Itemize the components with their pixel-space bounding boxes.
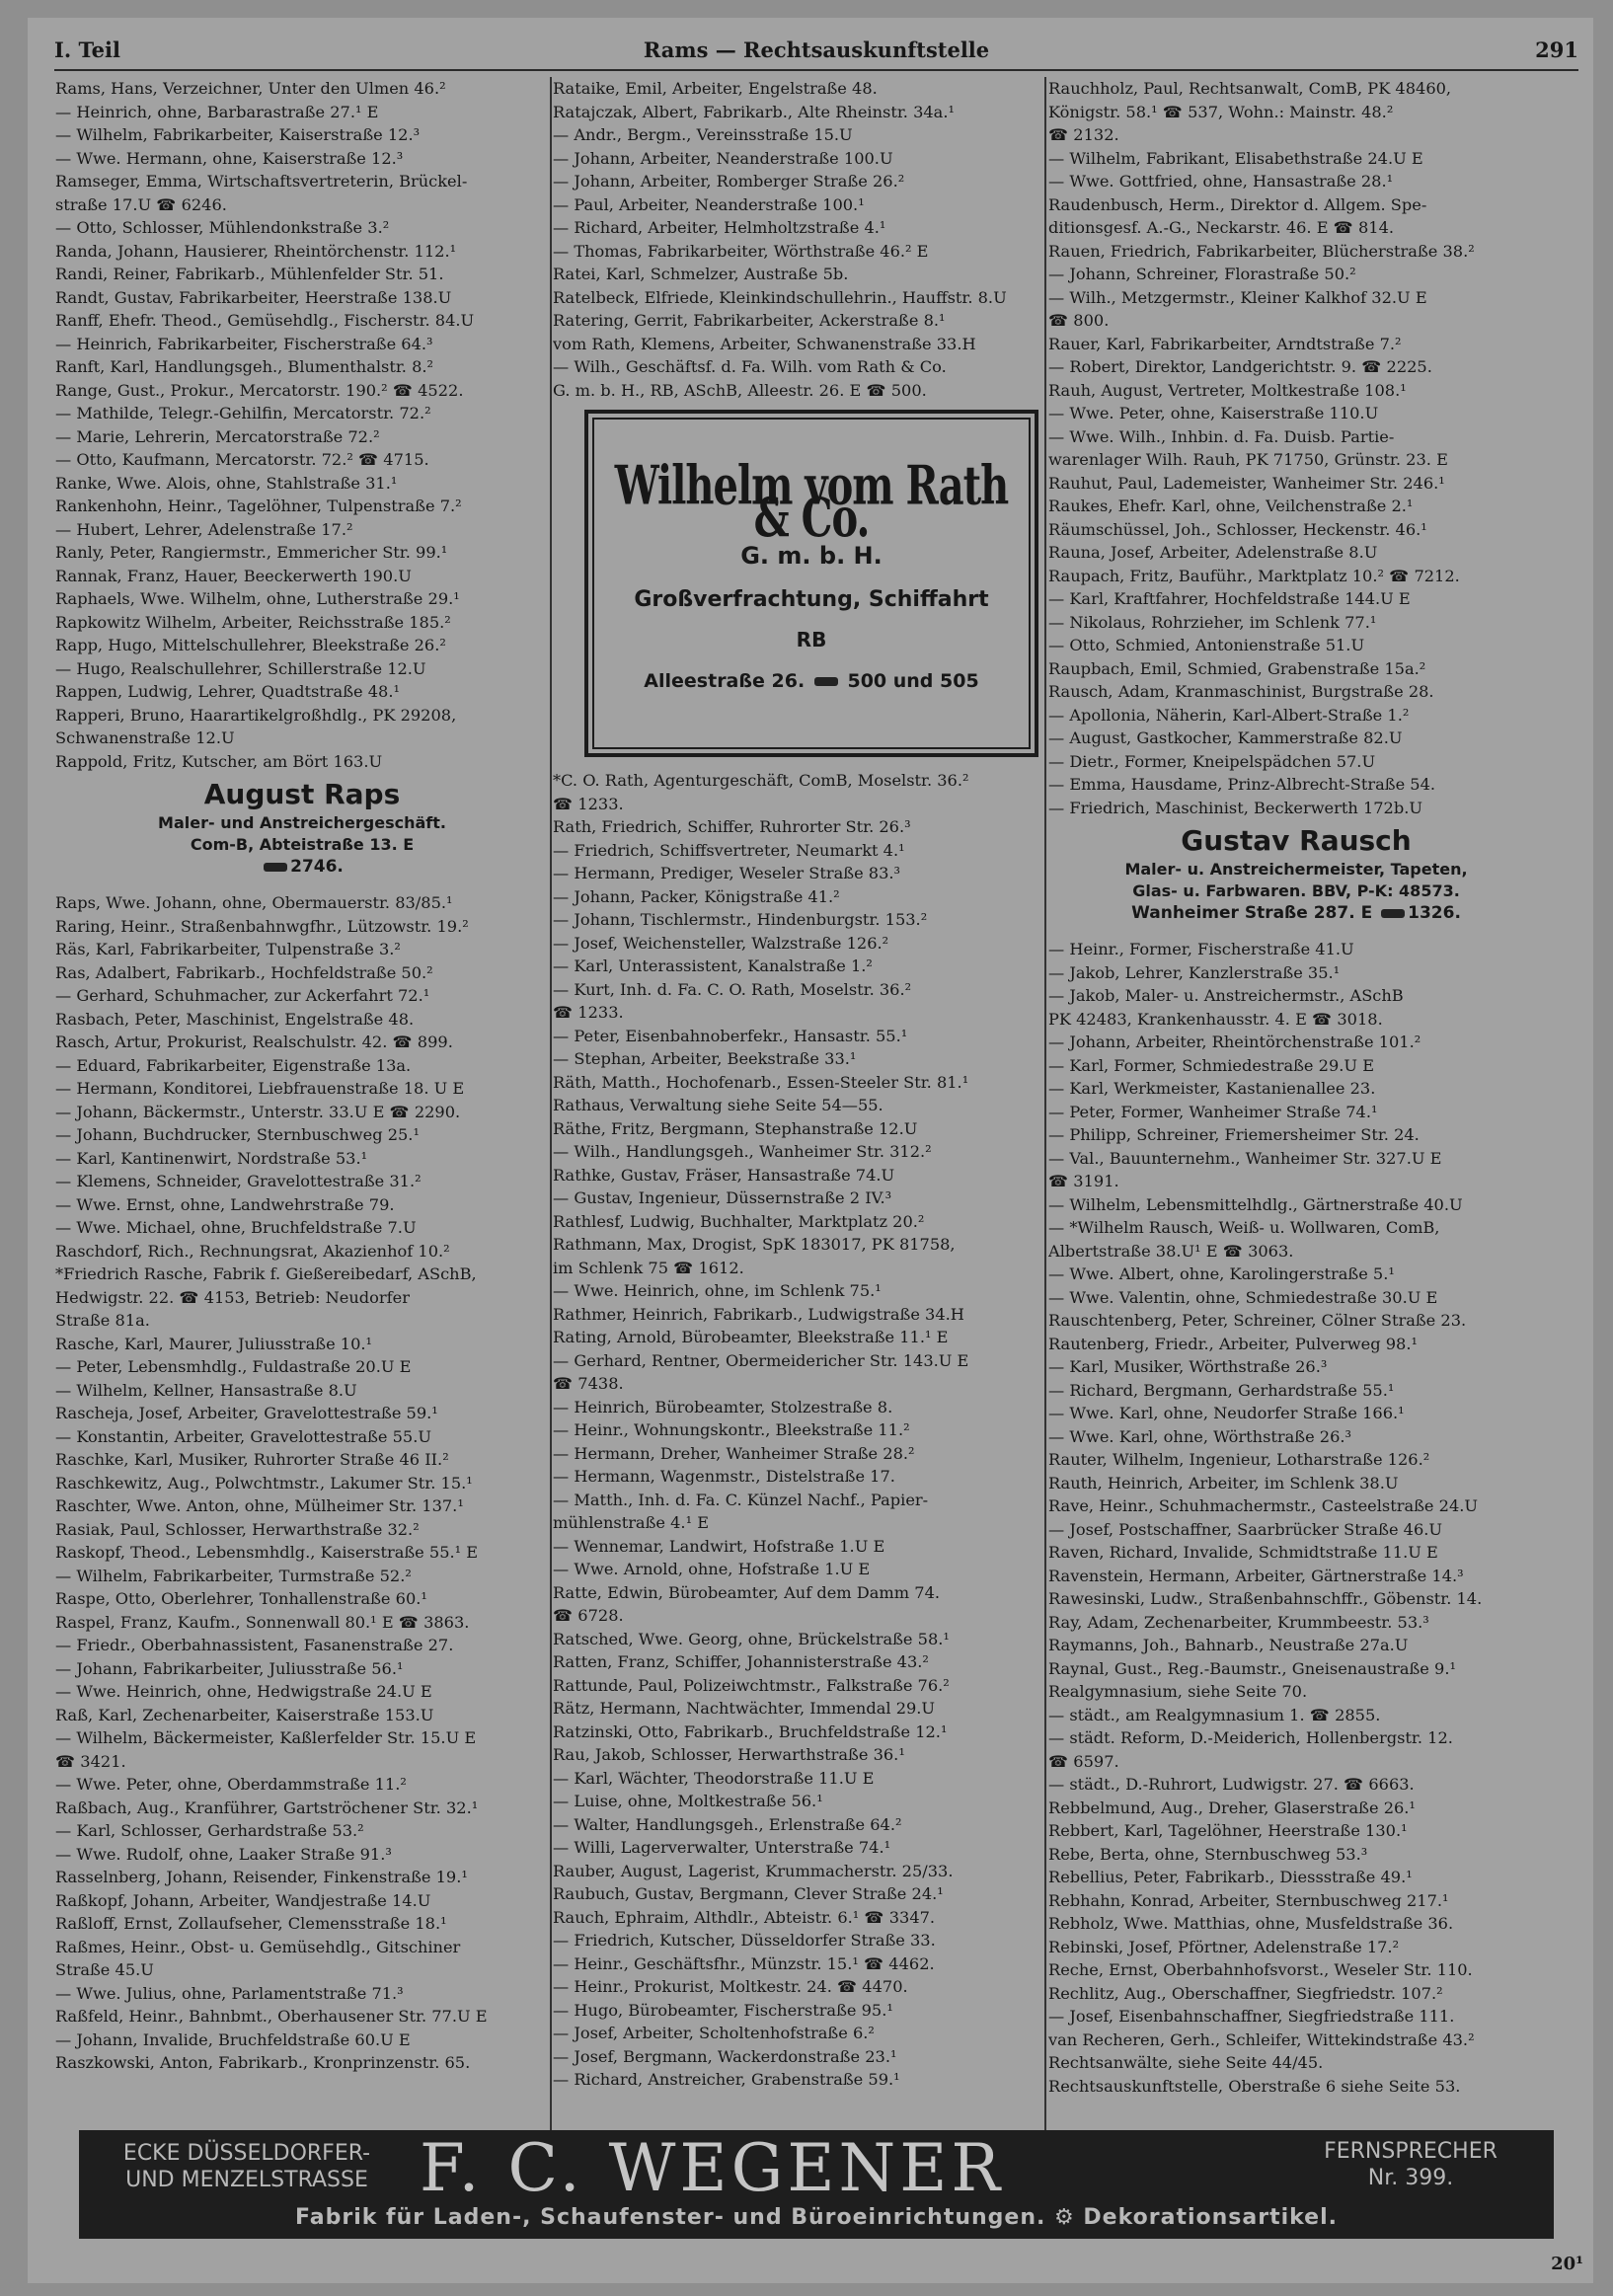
- directory-entry: — Karl, Musiker, Wörthstraße 26.³: [1048, 1357, 1328, 1376]
- entry-list: [55, 77, 549, 773]
- directory-entry: Raupach, Fritz, Bauführ., Marktplatz 10.² ☎ 7212.: [1048, 566, 1460, 585]
- directory-entry: Rasche, Karl, Maurer, Juliusstraße 10.¹: [55, 1334, 373, 1353]
- directory-entry: — Otto, Schlosser, Mühlendonkstraße 3.²: [55, 218, 390, 237]
- directory-entry: — Karl, Schlosser, Gerhardstraße 53.²: [55, 1821, 364, 1840]
- directory-entry: — Mathilde, Telegr.-Gehilfin, Mercatorstr. 72.²: [55, 404, 431, 422]
- directory-entry: Rebinski, Josef, Pförtner, Adelenstraße 17.²: [1048, 1937, 1400, 1956]
- directory-entry: Rapp, Hugo, Mittelschullehrer, Bleekstraße 26.²: [55, 636, 446, 654]
- directory-entry: Randi, Reiner, Fabrikarb., Mühlenfelder Str. 51.: [55, 265, 444, 283]
- directory-entry: Raupbach, Emil, Schmied, Grabenstraße 15a.²: [1048, 658, 1426, 678]
- footer-address-line: ECKE DÜSSELDORFER-: [122, 2141, 371, 2166]
- directory-entry: Rathlesf, Ludwig, Buchhalter, Marktplatz 20.²: [553, 1211, 925, 1231]
- directory-entry: — Josef, Weichensteller, Walzstraße 126.²: [553, 933, 889, 953]
- directory-entry: ☎ 800.: [1048, 311, 1110, 330]
- directory-entry: Raß, Karl, Zechenarbeiter, Kaiserstraße 153.U: [55, 1705, 434, 1724]
- directory-entry: Raßloff, Ernst, Zollaufseher, Clemensstraße 18.¹: [55, 1914, 447, 1933]
- footer-tagline: Fabrik für Laden-, Schaufenster- und Büroeinrichtungen. ⚙ Dekorationsartikel.: [295, 2205, 1338, 2230]
- directory-entry: — Hubert, Lehrer, Adelenstraße 17.²: [55, 519, 353, 539]
- directory-entry: Rauna, Josef, Arbeiter, Adelenstraße 8.U: [1048, 543, 1378, 562]
- ad-gustav-rausch: [1048, 823, 1544, 924]
- directory-entry: — städt., am Realgymnasium 1. ☎ 2855.: [1048, 1705, 1381, 1724]
- directory-entry: — Karl, Kantinenwirt, Nordstraße 53.¹: [55, 1148, 368, 1168]
- directory-entry: *C. O. Rath, Agenturgeschäft, ComB, Moselstr. 36.²: [553, 771, 969, 790]
- directory-entry: — Dietr., Former, Kneipelspädchen 57.U: [1048, 751, 1376, 771]
- directory-entry: Range, Gust., Prokur., Mercatorstr. 190.² ☎ 4522.: [55, 380, 464, 400]
- directory-entry: Ranke, Wwe. Alois, ohne, Stahlstraße 31.¹: [55, 473, 398, 493]
- directory-entry: — Wennemar, Landwirt, Hofstraße 1.U E: [553, 1536, 885, 1556]
- directory-entry: Rausch, Adam, Kranmaschinist, Burgstraße 28.: [1048, 682, 1434, 701]
- directory-entry: Ranft, Karl, Handlungsgeh., Blumenthalstr. 8.²: [55, 357, 434, 376]
- directory-entry: — Karl, Wächter, Theodorstraße 11.U E: [553, 1768, 875, 1788]
- ad-name: August Raps: [203, 778, 401, 810]
- ad-phone-number: 2746.: [290, 857, 344, 877]
- directory-entry: G. m. b. H., RB, ASchB, Alleestr. 26. E ☎ 500.: [553, 380, 927, 400]
- directory-entry: — Friedr., Oberbahnassistent, Fasanenstraße 27.: [55, 1636, 454, 1654]
- directory-entry: Rawesinski, Ludw., Straßenbahnschffr., Göbenstr. 14.: [1048, 1589, 1483, 1608]
- printer-signature: 20¹: [1551, 2254, 1583, 2274]
- directory-entry: — Josef, Bergmann, Wackerdonstraße 23.¹: [553, 2046, 897, 2066]
- column-right: [1048, 77, 1544, 2130]
- directory-entry: — Stephan, Arbeiter, Beekstraße 33.¹: [553, 1049, 857, 1068]
- footer-phone-label: FERNSPRECHER: [1324, 2139, 1498, 2164]
- entry-list: [1048, 938, 1544, 2098]
- directory-entry: Rechlitz, Aug., Oberschaffner, Siegfriedstr. 107.²: [1048, 1983, 1443, 2003]
- directory-entry: Rebellius, Peter, Fabrikarb., Diessstraße 49.¹: [1048, 1868, 1413, 1886]
- ad-address: Alleestraße 26.: [644, 669, 806, 692]
- directory-entry: — Peter, Eisenbahnoberfekr., Hansastr. 55.¹: [553, 1026, 908, 1045]
- directory-entry: — Hermann, Wagenmstr., Distelstraße 17.: [553, 1467, 895, 1486]
- directory-entry: — Friedrich, Maschinist, Beckerwerth 172b.U: [1048, 798, 1422, 817]
- directory-entry: — Heinr., Former, Fischerstraße 41.U: [1048, 940, 1354, 958]
- directory-entry: Rathmer, Heinrich, Fabrikarb., Ludwigstraße 34.H: [553, 1304, 964, 1324]
- ad-phone: [55, 856, 549, 878]
- directory-entry: ditionsgesf. A.-G., Neckarstr. 46. E ☎ 814.: [1048, 218, 1395, 237]
- directory-entry: Rasselnberg, Johann, Reisender, Finkenstraße 19.¹: [55, 1868, 468, 1886]
- directory-entry: Rauh, August, Vertreter, Moltkestraße 108.¹: [1048, 380, 1407, 400]
- directory-entry: — August, Gastkocher, Kammerstraße 82.U: [1048, 728, 1403, 747]
- directory-entry: Rathaus, Verwaltung siehe Seite 54—55.: [553, 1096, 883, 1114]
- directory-entry: Raubuch, Gustav, Bergmann, Clever Straße 24.¹: [553, 1884, 944, 1903]
- directory-entry: Ratering, Gerrit, Fabrikarbeiter, Ackerstraße 8.¹: [553, 311, 946, 330]
- directory-entry: Ranly, Peter, Rangiermstr., Emmericher Str. 99.¹: [55, 543, 448, 562]
- directory-entry: Rasbach, Peter, Maschinist, Engelstraße 48.: [55, 1009, 415, 1029]
- directory-entry: — Wwe. Peter, ohne, Oberdammstraße 11.²: [55, 1775, 407, 1794]
- directory-entry: Randa, Johann, Hausierer, Rheintörchenstr. 112.¹: [55, 241, 457, 261]
- directory-entry: — Karl, Werkmeister, Kastanienallee 23.: [1048, 1079, 1376, 1098]
- directory-entry: — Paul, Arbeiter, Neanderstraße 100.¹: [553, 194, 865, 214]
- directory-entry: — Andr., Bergm., Vereinsstraße 15.U: [553, 125, 853, 144]
- telephone-icon: [264, 863, 287, 872]
- directory-entry: — Johann, Fabrikarbeiter, Juliusstraße 56.¹: [55, 1658, 404, 1678]
- directory-entry: Rauber, August, Lagerist, Krummacherstr. 25/33.: [553, 1861, 954, 1880]
- directory-entry: — Peter, Lebensmhdlg., Fuldastraße 20.U E: [55, 1357, 412, 1376]
- directory-entry: Ratten, Franz, Schiffer, Johannisterstraße 43.²: [553, 1652, 929, 1671]
- directory-entry: Räth, Matth., Hochofenarb., Essen-Steeler Str. 81.¹: [553, 1072, 969, 1092]
- directory-entry: — Walter, Handlungsgeh., Erlenstraße 64.²: [553, 1814, 902, 1834]
- directory-entry: — Val., Bauunternehm., Wanheimer Str. 327.U E: [1048, 1148, 1442, 1168]
- directory-entry: Raskopf, Theod., Lebensmhdlg., Kaiserstraße 55.¹ E: [55, 1543, 479, 1562]
- directory-entry: Raszkowski, Anton, Fabrikarb., Kronprinzenstr. 65.: [55, 2053, 471, 2072]
- directory-entry: Rankenhohn, Heinr., Tagelöhner, Tulpenstraße 7.²: [55, 497, 462, 515]
- directory-entry: vom Rath, Klemens, Arbeiter, Schwanenstraße 33.H: [553, 334, 976, 353]
- directory-entry: Rath, Friedrich, Schiffer, Ruhrorter Str. 26.³: [553, 817, 911, 836]
- directory-entry: — Wilhelm, Fabrikarbeiter, Kaiserstraße 12.³: [55, 125, 421, 144]
- directory-entry: — Philipp, Schreiner, Friemersheimer Str. 24.: [1048, 1125, 1420, 1144]
- directory-entry: Raphaels, Wwe. Wilhelm, ohne, Lutherstraße 29.¹: [55, 589, 460, 608]
- directory-entry: Randt, Gustav, Fabrikarbeiter, Heerstraße 138.U: [55, 287, 452, 307]
- directory-entry: — Hugo, Bürobeamter, Fischerstraße 95.¹: [553, 2000, 893, 2020]
- directory-entry: — Karl, Kraftfahrer, Hochfeldstraße 144.U E: [1048, 589, 1411, 608]
- directory-entry: — Nikolaus, Rohrzieher, im Schlenk 77.¹: [1048, 612, 1377, 632]
- ad-rb: RB: [796, 628, 827, 651]
- directory-entry: — Matth., Inh. d. Fa. C. Künzel Nachf., Papier-: [553, 1490, 929, 1509]
- directory-entry: — Wwe. Michael, ohne, Bruchfeldstraße 7.U: [55, 1218, 417, 1237]
- directory-entry: — Wilhelm, Lebensmittelhdlg., Gärtnerstraße 40.U: [1048, 1194, 1463, 1214]
- directory-entry: — Eduard, Fabrikarbeiter, Eigenstraße 13a.: [55, 1055, 412, 1075]
- directory-entry: Ratajczak, Albert, Fabrikarb., Alte Rheinstr. 34a.¹: [553, 102, 955, 121]
- directory-entry: — Kurt, Inh. d. Fa. C. O. Rath, Moselstr. 36.²: [553, 979, 912, 999]
- directory-entry: — Friedrich, Kutscher, Düsseldorfer Straße 33.: [553, 1931, 936, 1950]
- directory-entry: Rauhut, Paul, Lademeister, Wanheimer Str. 246.¹: [1048, 473, 1445, 493]
- ad-line: Glas- u. Farbwaren. BBV, P-K: 48573.: [1132, 881, 1460, 900]
- entry-list: [553, 77, 1044, 402]
- directory-entry: — Klemens, Schneider, Gravelottestraße 31.²: [55, 1172, 422, 1190]
- directory-entry: — Hugo, Realschullehrer, Schillerstraße 12.U: [55, 658, 426, 678]
- directory-entry: ☎ 1233.: [553, 794, 624, 813]
- directory-entry: PK 42483, Krankenhausstr. 4. E ☎ 3018.: [1048, 1009, 1383, 1029]
- directory-entry: — Johann, Buchdrucker, Sternbuschweg 25.¹: [55, 1125, 420, 1144]
- directory-entry: Rauer, Karl, Fabrikarbeiter, Arndtstraße 7.²: [1048, 334, 1402, 353]
- directory-entry: Rebbert, Karl, Tagelöhner, Heerstraße 130.¹: [1048, 1821, 1408, 1840]
- directory-entry: Ravenstein, Hermann, Arbeiter, Gärtnerstraße 14.³: [1048, 1566, 1464, 1585]
- directory-entry: — Peter, Former, Wanheimer Straße 74.¹: [1048, 1102, 1378, 1121]
- directory-entry: — Gustav, Ingenieur, Düssernstraße 2 IV.³: [553, 1188, 892, 1207]
- directory-entry: Rattunde, Paul, Polizeiwchtmstr., Falkstraße 76.²: [553, 1675, 950, 1695]
- directory-entry: — Friedrich, Schiffsvertreter, Neumarkt 4.¹: [553, 840, 905, 860]
- column-left: [55, 77, 549, 2130]
- directory-entry: — Robert, Direktor, Landgerichtstr. 9. ☎ 2225.: [1048, 357, 1432, 376]
- entry-list: [1048, 77, 1544, 819]
- ad-line: Com-B, Abteistraße 13. E: [190, 835, 415, 854]
- footer-phone: [1292, 2138, 1529, 2191]
- directory-entry: ☎ 2132.: [1048, 125, 1119, 144]
- directory-entry: — Konstantin, Arbeiter, Gravelottestraße 55.U: [55, 1426, 432, 1446]
- directory-entry: — Wwe. Albert, ohne, Karolingerstraße 5.¹: [1048, 1264, 1395, 1283]
- directory-entry: Rauschtenberg, Peter, Schreiner, Cölner Straße 23.: [1048, 1311, 1467, 1330]
- footer-address-line: UND MENZELSTRASSE: [125, 2168, 368, 2192]
- directory-entry: Rebhahn, Konrad, Arbeiter, Sternbuschweg 217.¹: [1048, 1890, 1449, 1910]
- directory-entry: — Wilh., Metzgermstr., Kleiner Kalkhof 32.U E: [1048, 287, 1427, 307]
- directory-entry: Raynal, Gust., Reg.-Baumstr., Gneisenaustraße 9.¹: [1048, 1658, 1456, 1678]
- directory-entry: Räthe, Fritz, Bergmann, Stephanstraße 12.U: [553, 1118, 918, 1138]
- directory-entry: Ratei, Karl, Schmelzer, Austraße 5b.: [553, 265, 849, 283]
- directory-entry: Rebholz, Wwe. Matthias, ohne, Musfeldstraße 36.: [1048, 1914, 1454, 1933]
- directory-entry: — Johann, Arbeiter, Rheintörchenstraße 101.²: [1048, 1033, 1421, 1051]
- ad-address: Wanheimer Straße 287. E: [1131, 903, 1373, 923]
- directory-entry: Rauen, Friedrich, Fabrikarbeiter, Blücherstraße 38.²: [1048, 241, 1475, 261]
- directory-entry: — Wilh., Handlungsgeh., Wanheimer Str. 312.²: [553, 1142, 932, 1161]
- directory-entry: Ramseger, Emma, Wirtschaftsvertreterin, Brückel-: [55, 172, 468, 191]
- directory-entry: — Wilh., Geschäftsf. d. Fa. Wilh. vom Rath & Co.: [553, 357, 947, 376]
- directory-entry: — Richard, Bergmann, Gerhardstraße 55.¹: [1048, 1380, 1395, 1400]
- footer-advertisement: [79, 2130, 1554, 2239]
- ad-line: Maler- und Anstreichergeschäft.: [158, 813, 446, 832]
- directory-entry: Rave, Heinr., Schuhmachermstr., Casteelstraße 24.U: [1048, 1496, 1479, 1515]
- directory-entry: — Wwe. Karl, ohne, Wörthstraße 26.³: [1048, 1426, 1352, 1446]
- column-rule: [550, 77, 552, 2130]
- directory-entry: Raring, Heinr., Straßenbahnwgfhr., Lützowstr. 19.²: [55, 916, 469, 936]
- directory-entry: Raps, Wwe. Johann, ohne, Obermauerstr. 83/85.¹: [55, 893, 453, 912]
- directory-entry: Rappen, Ludwig, Lehrer, Quadtstraße 48.¹: [55, 682, 400, 701]
- directory-entry: — Johann, Schreiner, Florastraße 50.²: [1048, 265, 1356, 283]
- directory-entry: Rauch, Ephraim, Althdlr., Abteistr. 6.¹ ☎ 3347.: [553, 1907, 936, 1927]
- directory-entry: Rautenberg, Friedr., Arbeiter, Pulverweg 98.¹: [1048, 1334, 1418, 1353]
- directory-entry: — Thomas, Fabrikarbeiter, Wörthstraße 46.² E: [553, 241, 929, 261]
- directory-entry: Raschke, Karl, Musiker, Ruhrorter Straße 46 II.²: [55, 1450, 449, 1469]
- directory-entry: Rathke, Gustav, Fräser, Hansastraße 74.U: [553, 1165, 895, 1185]
- directory-entry: Raßkopf, Johann, Arbeiter, Wandjestraße 14.U: [55, 1890, 431, 1910]
- directory-entry: — Wwe. Heinrich, ohne, im Schlenk 75.¹: [553, 1281, 882, 1300]
- directory-entry: — Josef, Arbeiter, Scholtenhofstraße 6.²: [553, 2024, 875, 2042]
- ad-address-line: [594, 670, 1029, 694]
- part-label: I. Teil: [54, 38, 120, 62]
- directory-entry: — Karl, Unterassistent, Kanalstraße 1.²: [553, 957, 873, 975]
- column-rule: [1044, 77, 1046, 2130]
- directory-entry: — Heinr., Wohnungskontr., Bleekstraße 11.²: [553, 1420, 910, 1439]
- directory-entry: ☎ 3191.: [1048, 1172, 1119, 1190]
- directory-entry: — Richard, Arbeiter, Helmholtzstraße 4.¹: [553, 218, 886, 237]
- directory-entry: — Gerhard, Schuhmacher, zur Ackerfahrt 72.¹: [55, 986, 430, 1005]
- directory-entry: ☎ 7438.: [553, 1374, 624, 1393]
- directory-entry: — Wwe. Ernst, ohne, Landwehrstraße 79.: [55, 1194, 395, 1214]
- directory-entry: — städt. Reform, D.-Meiderich, Hollenbergstr. 12.: [1048, 1728, 1453, 1747]
- ad-phone-number: 1326.: [1408, 903, 1461, 923]
- directory-entry: im Schlenk 75 ☎ 1612.: [553, 1258, 744, 1277]
- directory-entry: Rebbelmund, Aug., Dreher, Glaserstraße 26.¹: [1048, 1798, 1416, 1817]
- directory-entry: — Josef, Eisenbahnschaffner, Siegfriedstraße 111.: [1048, 2007, 1455, 2026]
- directory-entry: — Wwe. Julius, ohne, Parlamentstraße 71.³: [55, 1983, 404, 2003]
- directory-entry: — Hermann, Dreher, Wanheimer Straße 28.²: [553, 1443, 915, 1463]
- directory-entry: — Wwe. Karl, ohne, Neudorfer Straße 166.¹: [1048, 1404, 1405, 1422]
- directory-entry: — Luise, ohne, Moltkestraße 56.¹: [553, 1792, 823, 1810]
- directory-entry: Raudenbusch, Herm., Direktor d. Allgem. Spe-: [1048, 194, 1427, 214]
- directory-entry: Rebe, Berta, ohne, Sternbuschweg 53.³: [1048, 1844, 1368, 1864]
- directory-entry: Raspe, Otto, Oberlehrer, Tonhallenstraße 60.¹: [55, 1589, 427, 1608]
- directory-entry: ☎ 6728.: [553, 1606, 624, 1625]
- directory-entry: Räumschüssel, Joh., Schlosser, Heckenstr. 46.¹: [1048, 519, 1427, 539]
- directory-entry: Ranff, Ehefr. Theod., Gemüsehdlg., Fischerstr. 84.U: [55, 311, 475, 330]
- directory-entry: mühlenstraße 4.¹ E: [553, 1513, 710, 1532]
- directory-entry: Rappold, Fritz, Kutscher, am Bört 163.U: [55, 751, 383, 771]
- directory-entry: warenlager Wilh. Rauh, PK 71750, Grünstr. 23. E: [1048, 450, 1448, 469]
- directory-entry: — Johann, Arbeiter, Neanderstraße 100.U: [553, 148, 893, 168]
- directory-entry: Rau, Jakob, Schlosser, Herwarthstraße 36.¹: [553, 1745, 905, 1764]
- directory-entry: Ratte, Edwin, Bürobeamter, Auf dem Damm 74.: [553, 1582, 941, 1602]
- directory-entry: ☎ 3421.: [55, 1751, 126, 1771]
- directory-entry: — Johann, Packer, Königstraße 41.²: [553, 886, 840, 906]
- directory-entry: Räs, Karl, Fabrikarbeiter, Tulpenstraße 3.²: [55, 940, 401, 958]
- directory-entry: — Heinrich, Bürobeamter, Stolzestraße 8.: [553, 1397, 893, 1416]
- directory-entry: Rechtsauskunftstelle, Oberstraße 6 siehe Seite 53.: [1048, 2076, 1461, 2096]
- section-range: Rams — Rechtsauskunftstelle: [643, 38, 990, 62]
- directory-entry: Rathmann, Max, Drogist, SpK 183017, PK 81758,: [553, 1235, 956, 1254]
- entry-list: [55, 891, 549, 2075]
- directory-entry: — Wwe. Arnold, ohne, Hofstraße 1.U E: [553, 1560, 871, 1578]
- ad-inner-frame: [592, 418, 1031, 749]
- directory-entry: — Willi, Lagerverwalter, Unterstraße 74.¹: [553, 1838, 891, 1857]
- directory-entry: — Johann, Invalide, Bruchfeldstraße 60.U E: [55, 2029, 411, 2049]
- directory-entry: *Friedrich Rasche, Fabrik f. Gießereibedarf, ASchB,: [55, 1264, 477, 1283]
- footer-phone-number: Nr. 399.: [1367, 2166, 1454, 2190]
- directory-entry: Rasch, Artur, Prokurist, Realschulstr. 42. ☎ 899.: [55, 1033, 453, 1051]
- directory-entry: — Heinrich, Fabrikarbeiter, Fischerstraße 64.³: [55, 334, 433, 353]
- directory-entry: ☎ 1233.: [553, 1003, 624, 1022]
- directory-entry: Raschkewitz, Aug., Polwchtmstr., Lakumer Str. 15.¹: [55, 1473, 473, 1492]
- ad-phone: [1048, 902, 1544, 924]
- directory-entry: Rataike, Emil, Arbeiter, Engelstraße 48.: [553, 79, 878, 98]
- directory-entry: Rauth, Heinrich, Arbeiter, im Schlenk 38.U: [1048, 1473, 1399, 1492]
- column-middle: [553, 77, 1044, 2130]
- directory-entry: — Wwe. Valentin, ohne, Schmiedestraße 30.U E: [1048, 1287, 1438, 1307]
- directory-entry: Rechtsanwälte, siehe Seite 44/45.: [1048, 2053, 1324, 2072]
- directory-entry: Rapperi, Bruno, Haarartikelgroßhdlg., PK 29208,: [55, 705, 457, 725]
- directory-entry: Rannak, Franz, Hauer, Beeckerwerth 190.U: [55, 566, 412, 585]
- footer-address: [99, 2140, 395, 2193]
- directory-entry: ☎ 6597.: [1048, 1751, 1119, 1771]
- directory-entry: — Marie, Lehrerin, Mercatorstraße 72.²: [55, 426, 380, 446]
- directory-entry: — Wwe. Gottfried, ohne, Hansastraße 28.¹: [1048, 172, 1394, 191]
- directory-entry: Raspel, Franz, Kaufm., Sonnenwall 80.¹ E ☎ 3863.: [55, 1612, 470, 1632]
- directory-entry: Rauter, Wilhelm, Ingenieur, Lotharstraße 126.²: [1048, 1450, 1430, 1469]
- directory-entry: Schwanenstraße 12.U: [55, 728, 235, 747]
- directory-entry: Raukes, Ehefr. Karl, ohne, Veilchenstraße 2.¹: [1048, 497, 1414, 515]
- directory-entry: Rams, Hans, Verzeichner, Unter den Ulmen 46.²: [55, 79, 446, 98]
- ad-name: Wilhelm vom Rath & Co.: [614, 454, 1009, 549]
- directory-entry: — Johann, Tischlermstr., Hindenburgstr. 153.²: [553, 910, 928, 929]
- directory-entry: Raßbach, Aug., Kranführer, Gartströchener Str. 32.¹: [55, 1798, 479, 1817]
- directory-entry: — Wwe. Heinrich, ohne, Hedwigstraße 24.U E: [55, 1682, 432, 1701]
- directory-entry: Königstr. 58.¹ ☎ 537, Wohn.: Mainstr. 48.²: [1048, 102, 1394, 121]
- directory-entry: — Richard, Anstreicher, Grabenstraße 59.¹: [553, 2070, 900, 2089]
- ad-phone-number: 500 und 505: [847, 669, 979, 692]
- directory-entry: — Hermann, Prediger, Weseler Straße 83.³: [553, 864, 901, 882]
- directory-entry: — Otto, Schmied, Antonienstraße 51.U: [1048, 636, 1365, 654]
- directory-entry: — Jakob, Maler- u. Anstreichermstr., ASchB: [1048, 986, 1404, 1005]
- ad-legal-form: G. m. b. H.: [740, 542, 883, 570]
- directory-entry: — Emma, Hausdame, Prinz-Albrecht-Straße 54.: [1048, 775, 1436, 794]
- telephone-icon: [1381, 909, 1405, 918]
- directory-entry: — Wwe. Wilh., Inhbin. d. Fa. Duisb. Partie-: [1048, 426, 1395, 446]
- ad-name: Gustav Rausch: [1181, 824, 1412, 857]
- directory-entry: — Hermann, Konditorei, Liebfrauenstraße 18. U E: [55, 1079, 465, 1098]
- directory-entry: — Heinrich, ohne, Barbarastraße 27.¹ E: [55, 102, 379, 121]
- directory-entry: Raschdorf, Rich., Rechnungsrat, Akazienhof 10.²: [55, 1241, 450, 1261]
- directory-entry: straße 17.U ☎ 6246.: [55, 194, 227, 214]
- directory-entry: — Wwe. Rudolf, ohne, Laaker Straße 91.³: [55, 1844, 392, 1864]
- ad-line: Maler- u. Anstreichermeister, Tapeten,: [1124, 860, 1468, 879]
- directory-entry: — Karl, Former, Schmiedestraße 29.U E: [1048, 1055, 1375, 1075]
- directory-entry: Ratelbeck, Elfriede, Kleinkindschullehrin., Hauffstr. 8.U: [553, 287, 1007, 307]
- ad-business: Großverfrachtung, Schiffahrt: [634, 586, 989, 612]
- directory-entry: Rätz, Hermann, Nachtwächter, Immendal 29.U: [553, 1699, 936, 1718]
- entry-list: [553, 769, 1044, 2092]
- directory-entry: Reche, Ernst, Oberbahnhofsvorst., Weseler Str. 110.: [1048, 1960, 1473, 1979]
- ad-august-raps: [55, 777, 549, 878]
- directory-entry: Raymanns, Joh., Bahnarb., Neustraße 27a.U: [1048, 1636, 1409, 1654]
- directory-entry: Straße 45.U: [55, 1960, 154, 1979]
- telephone-icon: [814, 677, 838, 686]
- directory-entry: Raßmes, Heinr., Obst- u. Gemüsehdlg., Gitschiner: [55, 1937, 461, 1956]
- directory-entry: Rascheja, Josef, Arbeiter, Gravelottestraße 59.¹: [55, 1404, 438, 1422]
- directory-entry: — Apollonia, Näherin, Karl-Albert-Straße 1.²: [1048, 705, 1410, 725]
- directory-entry: Ratsched, Wwe. Georg, ohne, Brückelstraße 58.¹: [553, 1629, 950, 1648]
- directory-entry: — Wilhelm, Fabrikant, Elisabethstraße 24.U E: [1048, 148, 1423, 168]
- directory-entry: Straße 81a.: [55, 1311, 150, 1330]
- directory-entry: — Wilhelm, Bäckermeister, Kaßlerfelder Str. 15.U E: [55, 1728, 477, 1747]
- directory-entry: Ray, Adam, Zechenarbeiter, Krummbeestr. 53.³: [1048, 1612, 1429, 1632]
- directory-entry: — Otto, Kaufmann, Mercatorstr. 72.² ☎ 4715.: [55, 450, 429, 469]
- directory-entry: Realgymnasium, siehe Seite 70.: [1048, 1682, 1308, 1701]
- directory-entry: — Josef, Postschaffner, Saarbrücker Straße 46.U: [1048, 1519, 1443, 1539]
- directory-entry: — Jakob, Lehrer, Kanzlerstraße 35.¹: [1048, 962, 1341, 982]
- footer-brand: F. C. WEGENER: [420, 2130, 1005, 2206]
- directory-entry: van Recheren, Gerh., Schleifer, Wittekindstraße 43.²: [1048, 2029, 1475, 2049]
- page-number: 291: [1535, 38, 1578, 62]
- ad-vom-rath: [584, 410, 1038, 757]
- directory-entry: Rapkowitz Wilhelm, Arbeiter, Reichsstraße 185.²: [55, 612, 451, 632]
- directory-entry: — Johann, Bäckermstr., Unterstr. 33.U E ☎ 2290.: [55, 1102, 461, 1121]
- directory-entry: Albertstraße 38.U¹ E ☎ 3063.: [1048, 1241, 1294, 1261]
- directory-entry: Raßfeld, Heinr., Bahnbmt., Oberhausener Str. 77.U E: [55, 2007, 488, 2026]
- directory-entry: Raschter, Wwe. Anton, ohne, Mülheimer Str. 137.¹: [55, 1496, 464, 1515]
- directory-entry: Ras, Adalbert, Fabrikarb., Hochfeldstraße 50.²: [55, 962, 433, 982]
- directory-entry: — Wwe. Hermann, ohne, Kaiserstraße 12.³: [55, 148, 404, 168]
- directory-entry: Ratzinski, Otto, Fabrikarb., Bruchfeldstraße 12.¹: [553, 1722, 948, 1741]
- directory-entry: — Johann, Arbeiter, Romberger Straße 26.²: [553, 172, 905, 191]
- directory-entry: Hedwigstr. 22. ☎ 4153, Betrieb: Neudorfer: [55, 1287, 410, 1307]
- directory-entry: — *Wilhelm Rausch, Weiß- u. Wollwaren, ComB,: [1048, 1218, 1440, 1237]
- directory-entry: — Wilhelm, Fabrikarbeiter, Turmstraße 52.²: [55, 1566, 412, 1585]
- directory-entry: Raven, Richard, Invalide, Schmidtstraße 11.U E: [1048, 1543, 1438, 1562]
- directory-entry: Rating, Arnold, Bürobeamter, Bleekstraße 11.¹ E: [553, 1328, 949, 1346]
- directory-entry: — städt., D.-Ruhrort, Ludwigstr. 27. ☎ 6663.: [1048, 1775, 1415, 1794]
- directory-entry: — Heinr., Geschäftsfhr., Münzstr. 15.¹ ☎ 4462.: [553, 1953, 935, 1973]
- directory-entry: — Gerhard, Rentner, Obermeidericher Str. 143.U E: [553, 1350, 969, 1370]
- running-head: [54, 30, 1578, 71]
- directory-entry: — Wwe. Peter, ohne, Kaiserstraße 110.U: [1048, 404, 1379, 422]
- directory-entry: Rauchholz, Paul, Rechtsanwalt, ComB, PK 48460,: [1048, 79, 1452, 98]
- directory-entry: Rasiak, Paul, Schlosser, Herwarthstraße 32.²: [55, 1519, 420, 1539]
- directory-entry: — Wilhelm, Kellner, Hansastraße 8.U: [55, 1380, 357, 1400]
- directory-entry: — Heinr., Prokurist, Moltkestr. 24. ☎ 4470.: [553, 1977, 908, 1996]
